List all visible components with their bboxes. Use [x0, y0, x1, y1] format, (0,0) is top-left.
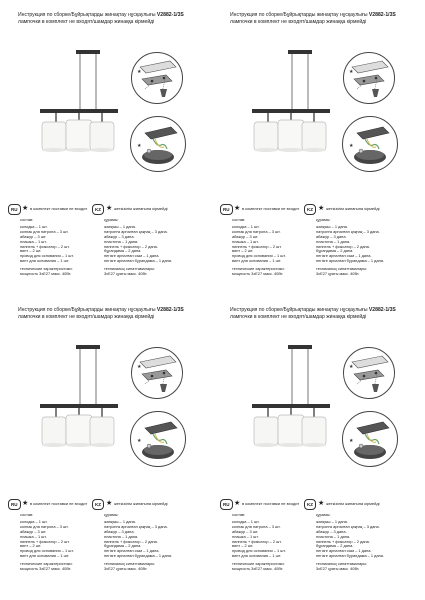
list-item: винт для основания – 1 шт. — [20, 258, 70, 264]
contents-list-kz — [316, 218, 402, 277]
list-item: абажур – 3 дана. — [104, 233, 135, 239]
note-kz: жеткізілім жинағына кірмейді — [114, 206, 168, 211]
svg-text:★: ★ — [137, 143, 142, 149]
list-item: винт – 2 шт. — [232, 543, 254, 549]
lamp-shade — [90, 417, 114, 445]
list-item: ниппель + фиксатор – 2 дана. — [316, 243, 370, 249]
star-icon: ★ — [349, 364, 354, 370]
ru-badge: RU — [220, 204, 233, 215]
pendant-lamp-illustration — [22, 345, 122, 465]
list-header: құрамы: — [104, 512, 119, 517]
list-item: пластина – 1 дана. — [316, 533, 351, 539]
ru-badge: RU — [8, 204, 21, 215]
list-item: винт – 2 шт. — [20, 543, 42, 549]
kz-badge: KZ — [92, 204, 104, 215]
tech-value: 3xE27 қуаты макс. 40Вт. — [316, 566, 360, 572]
badges-row — [8, 499, 204, 509]
list-item: колодка – 1 шт. — [20, 223, 48, 229]
lamp-bar — [40, 404, 118, 408]
list-item: жапқыш – 1 дана. — [104, 223, 136, 229]
note-kz: жеткізілім жинағына кірмейді — [326, 501, 380, 506]
pendant-lamp-illustration — [234, 345, 334, 465]
list-item: абажур – 3 шт. — [232, 528, 259, 534]
svg-text:★: ★ — [349, 438, 354, 444]
list-item: абажур – 3 дана. — [316, 528, 347, 534]
contents-list-kz — [104, 513, 190, 572]
lamp-shade — [66, 120, 92, 150]
list-item: негізге арналған бұрандама – 1 дана. — [316, 553, 385, 559]
list-header: состав: — [232, 512, 246, 517]
list-header: состав: — [232, 217, 246, 222]
contents-list-ru — [20, 218, 100, 277]
note-ru: в комплект поставки не входит — [242, 206, 300, 211]
ru-badge: RU — [8, 499, 21, 510]
lamp-shade — [66, 415, 92, 445]
tech-header: техникалық сипаттамалары: — [316, 266, 368, 272]
ceiling-canopy — [76, 50, 100, 54]
pendant-lamp-illustration — [22, 50, 122, 170]
star-icon: ★ — [22, 205, 29, 212]
list-item: провод для основания – 1 шт. — [232, 253, 286, 259]
list-item: винт – 2 шт. — [232, 248, 254, 254]
list-item: колодка – 1 шт. — [232, 518, 260, 524]
tech-value: мощность 3xE27 макс. 40Вт. — [20, 271, 72, 277]
contents-list-kz — [316, 513, 402, 572]
note-ru: в комплект поставки не входит — [30, 501, 88, 506]
kz-badge: KZ — [304, 499, 316, 510]
list-item: абажур – 3 дана. — [104, 528, 135, 534]
star-icon: ★ — [137, 364, 142, 370]
list-item: негізге арналған сым – 1 дана. — [316, 548, 372, 554]
list-item: винт для основания – 1 шт. — [20, 553, 70, 559]
tech-value: 3xE27 қуаты макс. 40Вт. — [104, 566, 148, 572]
list-item: плашка – 1 шт. — [20, 533, 47, 539]
list-item: винт для основания – 1 шт. — [232, 258, 282, 264]
list-item: винт – 2 шт. — [20, 248, 42, 254]
list-item: абажур – 3 шт. — [20, 233, 47, 239]
title-text: Инструкция по сборке/Бұйрықтарды жинақтау нұсқаулығы — [230, 307, 368, 313]
lamp-shade — [278, 120, 304, 150]
list-item: колпак для патрона – 3 шт. — [20, 228, 69, 234]
instruction-panel — [11, 8, 210, 298]
instruction-title — [18, 12, 214, 18]
title-text: Инструкция по сборке/Бұйрықтарды жинақтау нұсқаулығы — [18, 12, 156, 18]
tech-header: технические характеристики: — [20, 266, 73, 272]
star-icon: ★ — [318, 205, 325, 212]
lamp-shade — [254, 122, 278, 150]
pendant-lamp-illustration — [234, 50, 334, 170]
star-icon: ★ — [22, 500, 29, 507]
list-item: негізге арналған бұрандама – 1 дана. — [104, 258, 173, 264]
instruction-title — [230, 307, 425, 313]
bulbs-note: лампочки в комплект не входят/шамдар жинаққа кірмейді — [18, 19, 155, 25]
list-item: плашка – 1 шт. — [20, 238, 47, 244]
list-item: плашка – 1 шт. — [232, 533, 259, 539]
ceiling-mount-diagram — [343, 52, 395, 104]
list-header: құрамы: — [104, 217, 119, 222]
list-item: колпак для патрона – 3 шт. — [232, 228, 281, 234]
tech-value: мощность 3xE27 макс. 40Вт. — [232, 566, 284, 572]
list-item: патронға арналған қақпақ – 3 дана. — [104, 523, 168, 529]
ceiling-mount-diagram — [343, 347, 395, 399]
contents-list-ru — [232, 218, 312, 277]
instruction-panel — [223, 303, 422, 593]
list-item: пластина – 1 дана. — [104, 238, 139, 244]
model-code: V2882-1/3S — [156, 12, 184, 18]
star-icon: ★ — [137, 69, 142, 75]
list-item: провод для основания – 1 шт. — [232, 548, 286, 554]
list-item: бұрандама – 2 дана. — [316, 543, 354, 549]
badges-row — [220, 204, 416, 214]
tech-value: мощность 3xE27 макс. 40Вт. — [232, 271, 284, 277]
list-header: состав: — [20, 512, 34, 517]
list-item: ниппель + фиксатор – 2 шт. — [232, 538, 282, 544]
ceiling-canopy — [288, 345, 312, 349]
list-item: жапқыш – 1 дана. — [316, 518, 348, 524]
tech-header: технические характеристики: — [20, 561, 73, 567]
list-item: колпак для патрона – 3 шт. — [20, 523, 69, 529]
tech-header: техникалық сипаттамалары: — [104, 266, 156, 272]
list-item: бұрандама – 2 дана. — [104, 543, 142, 549]
list-item: колодка – 1 шт. — [20, 518, 48, 524]
svg-text:★: ★ — [349, 143, 354, 149]
list-header: состав: — [20, 217, 34, 222]
tech-value: 3xE27 қуаты макс. 40Вт. — [104, 271, 148, 277]
list-item: негізге арналған сым – 1 дана. — [104, 548, 160, 554]
note-ru: в комплект поставки не входит — [242, 501, 300, 506]
ru-badge: RU — [220, 499, 233, 510]
instruction-panel — [223, 8, 422, 298]
canopy-wiring-diagram — [342, 411, 398, 467]
list-item: ниппель + фиксатор – 2 шт. — [232, 243, 282, 249]
star-icon: ★ — [234, 205, 241, 212]
list-item: жапқыш – 1 дана. — [316, 223, 348, 229]
lamp-bar — [252, 109, 330, 113]
contents-list-ru — [20, 513, 100, 572]
list-item: негізге арналған сым – 1 дана. — [316, 253, 372, 259]
list-item: ниппель + фиксатор – 2 дана. — [316, 538, 370, 544]
note-kz: жеткізілім жинағына кірмейді — [114, 501, 168, 506]
list-item: плашка – 1 шт. — [232, 238, 259, 244]
badges-row — [8, 204, 204, 214]
model-code: V2882-1/3S — [156, 307, 184, 313]
list-item: патронға арналған қақпақ – 3 дана. — [316, 228, 380, 234]
list-item: провод для основания – 1 шт. — [20, 253, 74, 259]
ceiling-mount-diagram — [131, 347, 183, 399]
list-item: ниппель + фиксатор – 2 дана. — [104, 538, 158, 544]
bulbs-note: лампочки в комплект не входят/шамдар жинаққа кірмейді — [18, 314, 155, 320]
kz-badge: KZ — [304, 204, 316, 215]
canopy-wiring-diagram — [130, 116, 186, 172]
title-text: Инструкция по сборке/Бұйрықтарды жинақтау нұсқаулығы — [18, 307, 156, 313]
tech-header: техникалық сипаттамалары: — [104, 561, 156, 567]
tech-header: техникалық сипаттамалары: — [316, 561, 368, 567]
contents-list-ru — [232, 513, 312, 572]
title-text: Инструкция по сборке/Бұйрықтарды жинақтау нұсқаулығы — [230, 12, 368, 18]
svg-text:★: ★ — [137, 438, 142, 444]
list-item: жапқыш – 1 дана. — [104, 518, 136, 524]
list-item: абажур – 3 шт. — [20, 528, 47, 534]
list-item: патронға арналған қақпақ – 3 дана. — [104, 228, 168, 234]
canopy-wiring-diagram — [342, 116, 398, 172]
list-item: пластина – 1 дана. — [316, 238, 351, 244]
ceiling-canopy — [288, 50, 312, 54]
lamp-bar — [252, 404, 330, 408]
list-item: патронға арналған қақпақ – 3 дана. — [316, 523, 380, 529]
lamp-shade — [278, 415, 304, 445]
tech-value: мощность 3xE27 макс. 40Вт. — [20, 566, 72, 572]
star-icon: ★ — [106, 205, 113, 212]
list-item: ниппель + фиксатор – 2 шт. — [20, 243, 70, 249]
list-item: бұрандама – 2 дана. — [104, 248, 142, 254]
model-code: V2882-1/3S — [368, 307, 396, 313]
list-item: пластина – 1 дана. — [104, 533, 139, 539]
star-icon: ★ — [318, 500, 325, 507]
list-item: негізге арналған бұрандама – 1 дана. — [316, 258, 385, 264]
lamp-bar — [40, 109, 118, 113]
model-code: V2882-1/3S — [368, 12, 396, 18]
list-header: құрамы: — [316, 512, 331, 517]
note-ru: в комплект поставки не входит — [30, 206, 88, 211]
lamp-shade — [302, 417, 326, 445]
list-item: колодка – 1 шт. — [232, 223, 260, 229]
list-item: винт для основания – 1 шт. — [232, 553, 282, 559]
instruction-panel — [11, 303, 210, 593]
list-item: колпак для патрона – 3 шт. — [232, 523, 281, 529]
tech-header: технические характеристики: — [232, 266, 285, 272]
lamp-shade — [42, 417, 66, 445]
bulbs-note: лампочки в комплект не входят/шамдар жинаққа кірмейді — [230, 19, 367, 25]
lamp-shade — [90, 122, 114, 150]
kz-badge: KZ — [92, 499, 104, 510]
badges-row — [220, 499, 416, 509]
list-item: провод для основания – 1 шт. — [20, 548, 74, 554]
list-item: негізге арналған бұрандама – 1 дана. — [104, 553, 173, 559]
lamp-shade — [254, 417, 278, 445]
lamp-shade — [42, 122, 66, 150]
list-item: бұрандама – 2 дана. — [316, 248, 354, 254]
canopy-wiring-diagram — [130, 411, 186, 467]
ceiling-mount-diagram — [131, 52, 183, 104]
list-item: абажур – 3 дана. — [316, 233, 347, 239]
tech-value: 3xE27 қуаты макс. 40Вт. — [316, 271, 360, 277]
instruction-title — [230, 12, 425, 18]
note-kz: жеткізілім жинағына кірмейді — [326, 206, 380, 211]
instruction-title — [18, 307, 214, 313]
star-icon: ★ — [349, 69, 354, 75]
bulbs-note: лампочки в комплект не входят/шамдар жинаққа кірмейді — [230, 314, 367, 320]
list-item: негізге арналған сым – 1 дана. — [104, 253, 160, 259]
star-icon: ★ — [106, 500, 113, 507]
list-item: абажур – 3 шт. — [232, 233, 259, 239]
tech-header: технические характеристики: — [232, 561, 285, 567]
list-item: ниппель + фиксатор – 2 шт. — [20, 538, 70, 544]
contents-list-kz — [104, 218, 190, 277]
star-icon: ★ — [234, 500, 241, 507]
ceiling-canopy — [76, 345, 100, 349]
list-item: ниппель + фиксатор – 2 дана. — [104, 243, 158, 249]
list-header: құрамы: — [316, 217, 331, 222]
lamp-shade — [302, 122, 326, 150]
